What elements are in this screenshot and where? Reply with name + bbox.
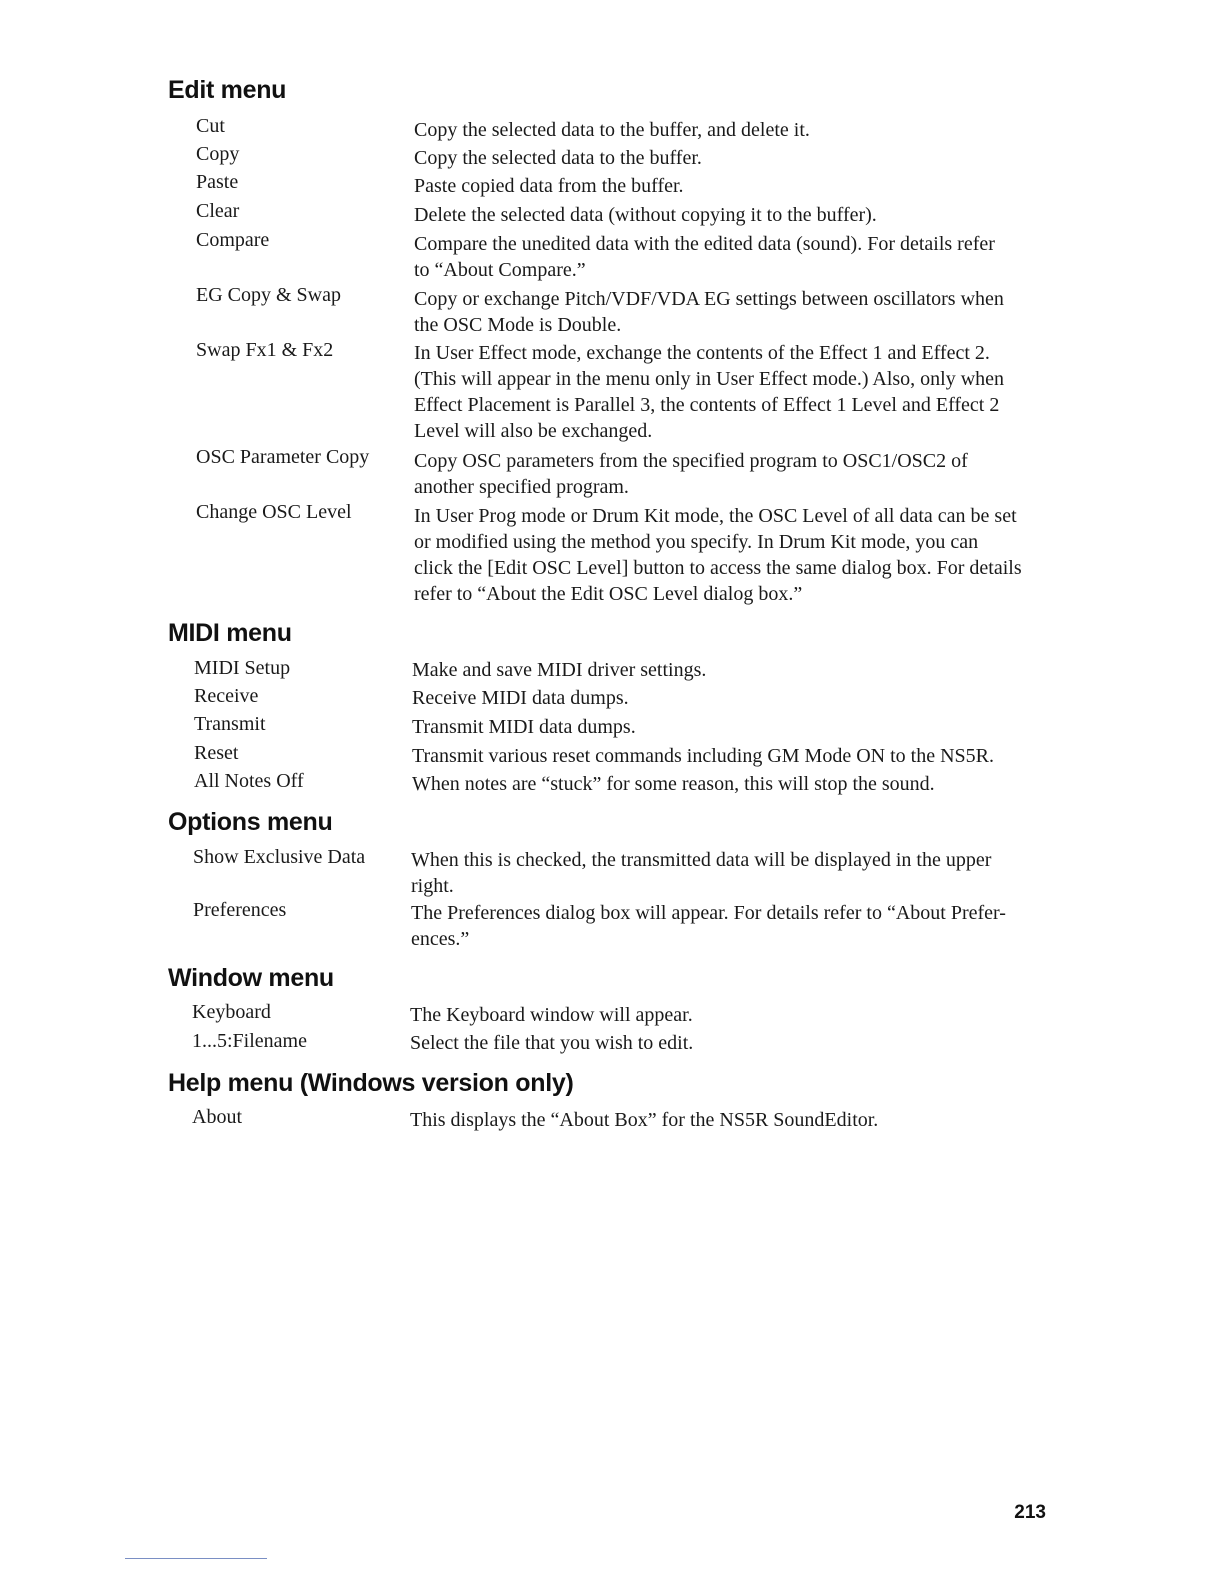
- menu-term: Reset: [194, 742, 239, 764]
- description-line: The Keyboard window will appear.: [410, 1004, 693, 1026]
- menu-term: EG Copy & Swap: [196, 284, 341, 306]
- menu-term: Compare: [196, 229, 270, 251]
- menu-description: [414, 231, 1054, 283]
- help-menu-heading: Help menu (Windows version only): [168, 1069, 574, 1097]
- description-line: right.: [411, 875, 454, 897]
- menu-term: Swap Fx1 & Fx2: [196, 339, 334, 361]
- menu-term: Cut: [196, 115, 225, 137]
- menu-term: Receive: [194, 685, 259, 707]
- menu-description: [414, 503, 1054, 607]
- description-line: to “About Compare.”: [414, 259, 586, 281]
- description-line: Receive MIDI data dumps.: [412, 687, 629, 709]
- description-line: Transmit MIDI data dumps.: [412, 716, 636, 738]
- menu-term: OSC Parameter Copy: [196, 446, 370, 468]
- description-line: Copy the selected data to the buffer.: [414, 147, 702, 169]
- menu-description: [411, 847, 1051, 899]
- description-line: click the [Edit OSC Level] button to access the same dialog box. For details: [414, 557, 1022, 579]
- footer-rule: [125, 1558, 267, 1559]
- description-line: another specified program.: [414, 476, 629, 498]
- description-line: Copy or exchange Pitch/VDF/VDA EG settings between oscillators when: [414, 288, 1004, 310]
- description-line: The Preferences dialog box will appear. For details refer to “About Prefer-: [411, 902, 1006, 924]
- description-line: Make and save MIDI driver settings.: [412, 659, 707, 681]
- menu-description: [410, 1107, 1050, 1133]
- edit-menu-heading: Edit menu: [168, 76, 287, 104]
- menu-description: [414, 286, 1054, 338]
- menu-term: 1...5:Filename: [192, 1030, 307, 1052]
- menu-term: All Notes Off: [194, 770, 304, 792]
- menu-term: Transmit: [194, 713, 266, 735]
- menu-description: [414, 448, 1054, 500]
- menu-term: MIDI Setup: [194, 657, 291, 679]
- menu-description: [411, 900, 1051, 952]
- description-line: Transmit various reset commands including GM Mode ON to the NS5R.: [412, 745, 995, 767]
- description-line: (This will appear in the menu only in User Effect mode.) Also, only when: [414, 368, 1005, 390]
- description-line: Select the file that you wish to edit.: [410, 1032, 694, 1054]
- description-line: the OSC Mode is Double.: [414, 314, 622, 336]
- options-menu-heading: Options menu: [168, 808, 333, 836]
- description-line: ences.”: [411, 928, 470, 950]
- window-menu-heading: Window menu: [168, 964, 334, 992]
- description-line: Copy OSC parameters from the specified program to OSC1/OSC2 of: [414, 450, 968, 472]
- page-number: 213: [1014, 1502, 1046, 1523]
- menu-description: [412, 771, 1052, 797]
- menu-description: [412, 685, 1052, 711]
- description-line: Paste copied data from the buffer.: [414, 175, 684, 197]
- description-line: When this is checked, the transmitted data will be displayed in the upper: [411, 849, 992, 871]
- description-line: Effect Placement is Parallel 3, the contents of Effect 1 Level and Effect 2: [414, 394, 1000, 416]
- menu-term: Change OSC Level: [196, 501, 352, 523]
- menu-description: [414, 173, 1054, 199]
- menu-description: [414, 202, 1054, 228]
- menu-term: Preferences: [193, 899, 287, 921]
- description-line: Delete the selected data (without copying it to the buffer).: [414, 204, 877, 226]
- menu-description: [410, 1030, 1050, 1056]
- menu-term: Keyboard: [192, 1001, 271, 1023]
- menu-description: [412, 714, 1052, 740]
- menu-description: [412, 743, 1052, 769]
- menu-term: About: [192, 1106, 242, 1128]
- menu-term: Clear: [196, 200, 240, 222]
- menu-description: [414, 340, 1054, 444]
- menu-description: [414, 117, 1054, 143]
- description-line: When notes are “stuck” for some reason, this will stop the sound.: [412, 773, 935, 795]
- description-line: Compare the unedited data with the edited data (sound). For details refer: [414, 233, 995, 255]
- menu-term: Copy: [196, 143, 240, 165]
- description-line: In User Prog mode or Drum Kit mode, the OSC Level of all data can be set: [414, 505, 1017, 527]
- menu-term: Paste: [196, 171, 239, 193]
- description-line: Level will also be exchanged.: [414, 420, 653, 442]
- description-line: Copy the selected data to the buffer, and delete it.: [414, 119, 810, 141]
- description-line: In User Effect mode, exchange the contents of the Effect 1 and Effect 2.: [414, 342, 990, 364]
- menu-term: Show Exclusive Data: [193, 846, 366, 868]
- menu-description: [410, 1002, 1050, 1028]
- midi-menu-heading: MIDI menu: [168, 619, 292, 647]
- description-line: This displays the “About Box” for the NS5R SoundEditor.: [410, 1109, 879, 1131]
- description-line: refer to “About the Edit OSC Level dialog box.”: [414, 583, 803, 605]
- menu-description: [412, 657, 1052, 683]
- description-line: or modified using the method you specify. In Drum Kit mode, you can: [414, 531, 979, 553]
- menu-description: [414, 145, 1054, 171]
